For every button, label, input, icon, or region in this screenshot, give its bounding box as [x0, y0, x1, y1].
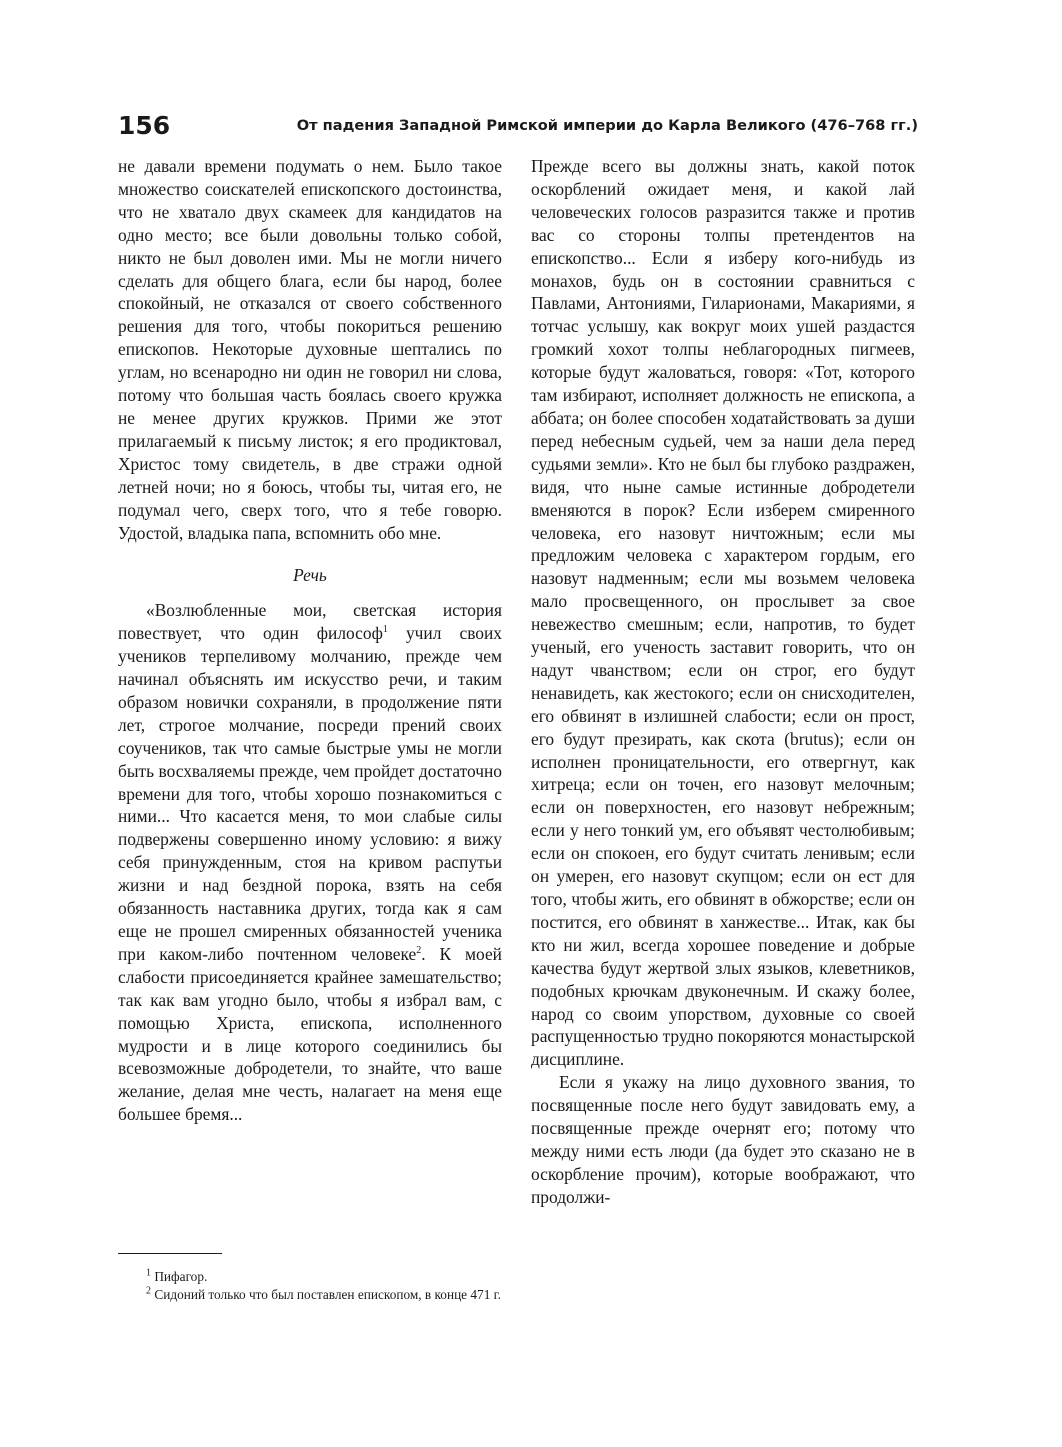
text-segment: «Возлюбленные мои, светская история повествует, что один философ [118, 600, 502, 644]
section-title: Речь [293, 565, 327, 586]
footnote-text: Пифагор. [154, 1269, 208, 1284]
text-segment: учил своих учеников терпеливому молчанию, прежде чем начинал объяснять им искусство речи, и таким образом новички сохраняли, в продолжение пяти лет, строгое молчание, посреди прений своих соучеников, так что самые быстрые умы не могли быть восхваляемы прежде, чем пройдет достаточно времени для того, чтобы хорошо познакомиться с ними... Что касается меня, то мои слабые силы подвержены совершенно иному условию: я вижу себя принужденным, стоя на кривом распутьи жизни и над бездной порока, взять на себя обязанность наставника других, тогда как я сам еще не прошел смиренных обязанностей ученика при каком-либо почтенном человеке [118, 623, 502, 964]
footnote-mark: 2 [146, 1285, 151, 1297]
left-column [118, 155, 502, 1126]
right-paragraph-1: Прежде всего вы должны знать, какой поток оскорблений ожидает меня, и какой лай человеческих голосов разразится также и против вас со стороны толпы претендентов на епископство... Если я изберу кого-нибудь из монахов, будь он в состоянии сравниться с Павлами, Антониями, Гиларионами, Макариями, я тотчас услышу, как вокруг моих ушей раздастся громкий хохот толпы неблагородных пигмеев, которые будут жаловаться, говоря: «Тот, которого там избирают, исполняет должность не епископа, а аббата; он более способен ходатайствовать за души перед небесным судьей, чем за наши дела перед судьями земли». Кто не был бы глубоко раздражен, видя, что ныне самые истинные добродетели вменяются в порок? Если изберем смиренного человека, его назовут ничтожным; если мы предложим человека с характером гордым, его назовут надменным; если мы возьмем человека мало просвещенного, он прослывет за свое невежество смешным; если, напротив, то будет ученый, его ученость заставит говорить, что он надут чванством; если он строг, его будут ненавидеть, как жестокого; если он снисходителен, его обвинят в излишней слабости; если он прост, его будут презирать, как скота (brutus); если он исполнен проницательности, его отвергнут, как хитреца; если он точен, его назовут мелочным; если он поверхностен, его назовут небрежным; если у него тонкий ум, его объявят честолюбивым; если он спокоен, его будут считать ленивым; если он умерен, его назовут скупцом; если он ест для того, чтобы жить, его обвинят в обжорстве; если он постится, его обвинят в ханжестве... Итак, как бы кто ни жил, всегда хорошее поведение и добрые качества будут жертвой злых языков, клеветников, подобных крючкам двуконечным. И скажу более, народ со своим упорством, духовные со своей распущенностью трудно покоряются монастырской дисциплине. [531, 156, 915, 1070]
footnote-2 [118, 1286, 502, 1304]
footnote-mark: 1 [146, 1267, 151, 1279]
left-paragraph-2 [118, 599, 502, 1126]
right-column [531, 155, 915, 1209]
footnote-ref-2[interactable]: 2 [416, 945, 422, 957]
text-segment: . К моей слабости присоединяется крайнее замешательство; так как вам угодно было, чтобы я избрал вам, с помощью Христа, епископа, исполненного мудрости и в лице которого соединились бы всевозможные добродетели, то знайте, что ваше желание, делая мне честь, налагает на меня еще большее бремя... [118, 943, 502, 1125]
footnote-divider [118, 1253, 222, 1254]
running-title: От падения Западной Римской империи до Карла Великого (476–768 гг.) [296, 117, 918, 134]
footnote-1 [118, 1268, 502, 1286]
footnotes [118, 1268, 502, 1303]
footnote-ref-1[interactable]: 1 [382, 624, 388, 636]
right-paragraph-2: Если я укажу на лицо духовного звания, то посвященные после него будут завидовать ему, а посвященные прежде очернят его; потому что между ними есть люди (да будет это сказано не в оскорбление прочим), которые воображают, что продолжи- [531, 1072, 915, 1207]
page-number: 156 [118, 111, 171, 140]
footnote-text: Сидоний только что был поставлен епископом, в конце 471 г. [154, 1286, 501, 1302]
page-header [118, 110, 918, 142]
left-paragraph-1: не давали времени подумать о нем. Было такое множество соискателей епископского достоинства, что не хватало двух скамеек для кандидатов на одно место; все были довольны только собой, никто не был доволен ими. Мы не могли ничего сделать для общего блага, если бы народ, более спокойный, не отказался от своего собственного решения для того, чтобы покориться решению епископов. Некоторые духовные шептались по углам, но всенародно ни один не говорил ни слова, потому что большая часть боялась своего кружка не менее других кружков. Прими же этот прилагаемый к письму листок; я его продиктовал, Христос тому свидетель, в две стражи одной летней ночи; но я боюсь, чтобы ты, читая его, не подумал чего, сверх того, что я тебе говорю. Удостой, владыка папа, вспомнить обо мне. [118, 156, 502, 543]
